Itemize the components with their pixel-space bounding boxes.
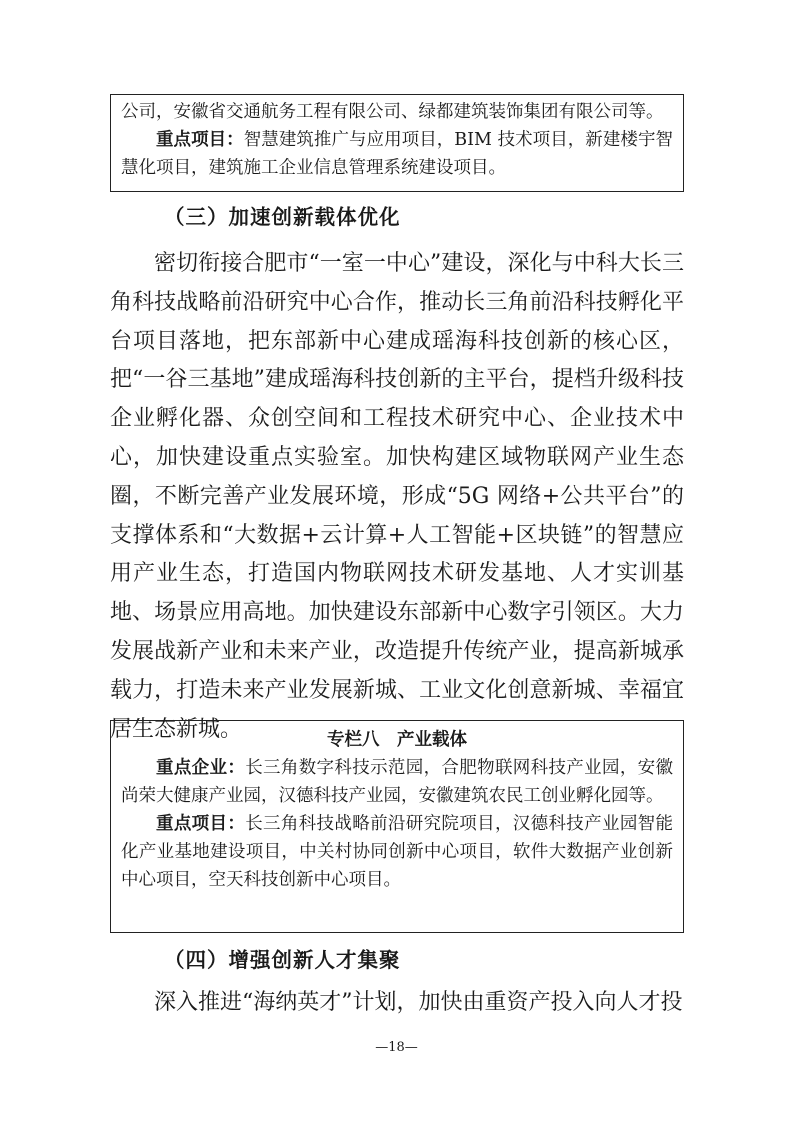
section-3-paragraph: 密切衔接合肥市“一室一中心”建设，深化与中科大长三角科技战略前沿研究中心合作，推动长三角前沿科技孵化平台项目落地，把东部新中心建成瑶海科技创新的核心区，把“一谷三基地”建成瑶海科技创新的主平台，提档升级科技企业孵化器、众创空间和工程技术研究中心、企业技术中心，加快建设重点实验室。加快构建区域物联网产业生态圈，不断完善产业发展环境，形成“5G 网络+公共平台”的支撑体系和“大数据+云计算+人工智能+区块链”的智慧应用产业生态，打造国内物联网技术研发基地、人才实训基地、场景应用高地。加快建设东部新中心数字引领区。大力发展战新产业和未来产业，改造提升传统产业，提高新城承载力，打造未来产业发展新城、工业文化创意新城、幸福宜居生态新城。 bbox=[110, 251, 684, 742]
column-8-title: 专栏八 产业载体 bbox=[327, 730, 467, 750]
key-projects-label: 重点项目： bbox=[156, 130, 244, 150]
box-continuation-line: 公司，安徽省交通航务工程有限公司、绿都建筑装饰集团有限公司等。 bbox=[121, 102, 664, 122]
key-projects-text: 智慧建筑推广与应用项目，BIM 技术项目，新建楼宇智慧化项目，建筑施工企业信息管理系统建设项目。 bbox=[121, 130, 673, 178]
section-4-body bbox=[110, 984, 684, 1023]
key-enterprises-label: 重点企业： bbox=[156, 758, 246, 778]
section-heading-4: （四）增强创新人才集聚 bbox=[164, 948, 401, 972]
key-projects-item bbox=[121, 810, 673, 894]
section-3-body bbox=[110, 245, 684, 749]
key-projects-text-2: 长三角科技战略前沿研究院项目，汉德科技产业园智能化产业基地建设项目，中关村协同创新中心项目，软件大数据产业创新中心项目，空天科技创新中心项目。 bbox=[121, 814, 674, 890]
key-projects-label-2: 重点项目： bbox=[156, 814, 246, 834]
page-number: —18— bbox=[375, 1040, 418, 1055]
section-4-paragraph: 深入推进“海纳英才”计划，加快由重资产投入向人才投 bbox=[154, 990, 683, 1015]
box-key-projects-item bbox=[121, 126, 673, 182]
key-enterprises-text: 长三角数字科技示范园，合肥物联网科技产业园，安徽尚荣大健康产业园，汉德科技产业园，安徽建筑农民工创业孵化园等。 bbox=[121, 758, 674, 806]
key-enterprises-item bbox=[121, 754, 673, 810]
section-heading-3: （三）加速创新载体优化 bbox=[164, 205, 401, 229]
key-projects-box-continued bbox=[110, 94, 684, 192]
column-8-box bbox=[110, 720, 684, 933]
